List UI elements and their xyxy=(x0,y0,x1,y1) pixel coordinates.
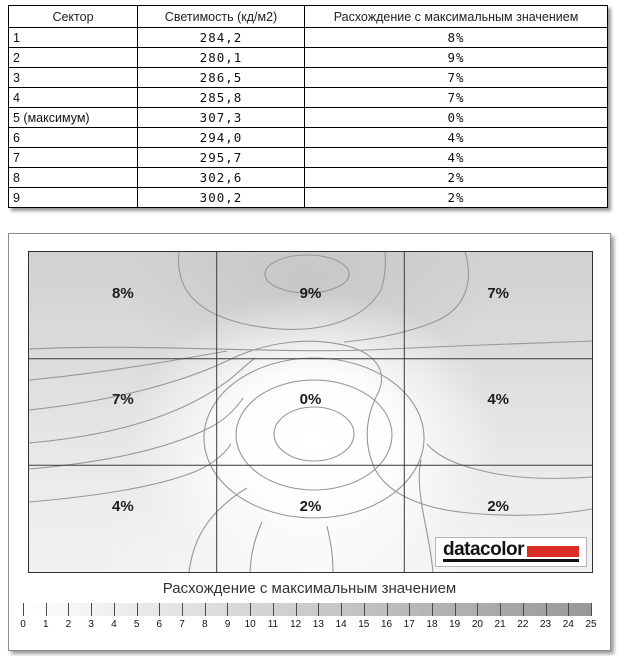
column-header-deviation: Расхождение с максимальным значением xyxy=(305,6,608,28)
sector-label-9: 2% xyxy=(487,498,509,516)
sector-cell: 9 xyxy=(9,188,138,208)
sector-cell: 1 xyxy=(9,28,138,48)
table-header-row xyxy=(9,6,608,28)
sector-cell: 3 xyxy=(9,68,138,88)
sector-label-3: 7% xyxy=(487,284,509,302)
colorbar-tick-label: 19 xyxy=(449,619,461,630)
colorbar-tick-labels xyxy=(20,619,597,632)
deviation-cell: 4% xyxy=(305,128,608,148)
sector-cell: 6 xyxy=(9,128,138,148)
table-row xyxy=(9,88,608,108)
luminance-cell: 286,5 xyxy=(138,68,305,88)
colorbar-tick-label: 20 xyxy=(471,619,483,630)
datacolor-logo xyxy=(435,537,587,567)
datacolor-logo-text: datacolor xyxy=(442,539,524,560)
colorbar-tick-label: 9 xyxy=(224,619,231,630)
luminance-cell: 302,6 xyxy=(138,168,305,188)
colorbar-title: Расхождение с максимальным значением xyxy=(162,580,457,597)
contour-plot xyxy=(29,252,592,572)
sector-label-6: 4% xyxy=(487,391,509,409)
colorbar-tick-label: 5 xyxy=(133,619,140,630)
colorbar-tick-label: 2 xyxy=(65,619,72,630)
colorbar-tick-label: 18 xyxy=(426,619,438,630)
colorbar-tick-label: 7 xyxy=(179,619,185,630)
column-header-luminance: Светимость (кд/м2) xyxy=(138,6,305,28)
sector-label-8: 2% xyxy=(299,498,322,516)
colorbar-tick-label: 0 xyxy=(20,619,26,630)
colorbar-tick-label: 17 xyxy=(403,619,415,630)
column-header-sector: Сектор xyxy=(9,6,138,28)
table-row xyxy=(9,148,608,168)
colorbar-gradient xyxy=(23,603,592,616)
luminance-cell: 295,7 xyxy=(138,148,305,168)
table-row xyxy=(9,128,608,148)
table-row xyxy=(9,168,608,188)
colorbar-tick-label: 14 xyxy=(335,619,347,630)
colorbar-tick-label: 23 xyxy=(539,619,552,630)
deviation-cell: 2% xyxy=(305,188,608,208)
colorbar-tick-label: 22 xyxy=(517,619,529,630)
uniformity-panel xyxy=(8,233,611,651)
colorbar-tick-label: 12 xyxy=(290,619,302,630)
colorbar-tick-label: 15 xyxy=(358,619,370,630)
colorbar-tick-label: 4 xyxy=(111,619,117,630)
luminance-cell: 280,1 xyxy=(138,48,305,68)
sector-label-2: 9% xyxy=(299,284,322,302)
sector-cell: 5 (максимум) xyxy=(9,108,138,128)
colorbar-tick-label: 1 xyxy=(42,619,49,630)
colorbar-tick-label: 16 xyxy=(380,619,393,630)
colorbar-tick-label: 6 xyxy=(156,619,163,630)
colorbar-tick-label: 10 xyxy=(244,619,256,630)
luminance-table xyxy=(8,5,608,208)
table-row xyxy=(9,68,608,88)
white-core-0pct xyxy=(129,292,499,572)
colorbar-tick-label: 3 xyxy=(88,619,94,630)
deviation-cell: 9% xyxy=(305,48,608,68)
luminance-cell: 284,2 xyxy=(138,28,305,48)
table-row xyxy=(9,108,608,128)
colorbar-tick-label: 11 xyxy=(267,619,279,630)
datacolor-logo-underline xyxy=(443,541,579,562)
deviation-cell: 8% xyxy=(305,28,608,48)
colorbar-tick-label: 25 xyxy=(585,619,597,630)
sector-cell: 8 xyxy=(9,168,138,188)
sector-label-4: 7% xyxy=(111,391,134,409)
table-row xyxy=(9,28,608,48)
sector-label-7: 4% xyxy=(111,498,134,516)
datacolor-logo-red-bar xyxy=(527,546,579,557)
deviation-cell: 2% xyxy=(305,168,608,188)
sector-label-5: 0% xyxy=(299,391,322,409)
colorbar-tick-label: 21 xyxy=(494,619,506,630)
deviation-cell: 7% xyxy=(305,88,608,108)
deviation-cell: 4% xyxy=(305,148,608,168)
sector-cell: 7 xyxy=(9,148,138,168)
table-row xyxy=(9,48,608,68)
contour-map xyxy=(28,251,593,573)
colorbar-tick-label: 8 xyxy=(201,619,208,630)
luminance-cell: 285,8 xyxy=(138,88,305,108)
colorbar-tick-label: 24 xyxy=(562,619,574,630)
deviation-cell: 0% xyxy=(305,108,608,128)
sector-cell: 4 xyxy=(9,88,138,108)
luminance-cell: 307,3 xyxy=(138,108,305,128)
sector-label-1: 8% xyxy=(111,284,134,302)
luminance-cell: 294,0 xyxy=(138,128,305,148)
deviation-cell: 7% xyxy=(305,68,608,88)
colorbar-tick-label: 13 xyxy=(312,619,324,630)
sector-cell: 2 xyxy=(9,48,138,68)
table-row xyxy=(9,188,608,208)
luminance-cell: 300,2 xyxy=(138,188,305,208)
